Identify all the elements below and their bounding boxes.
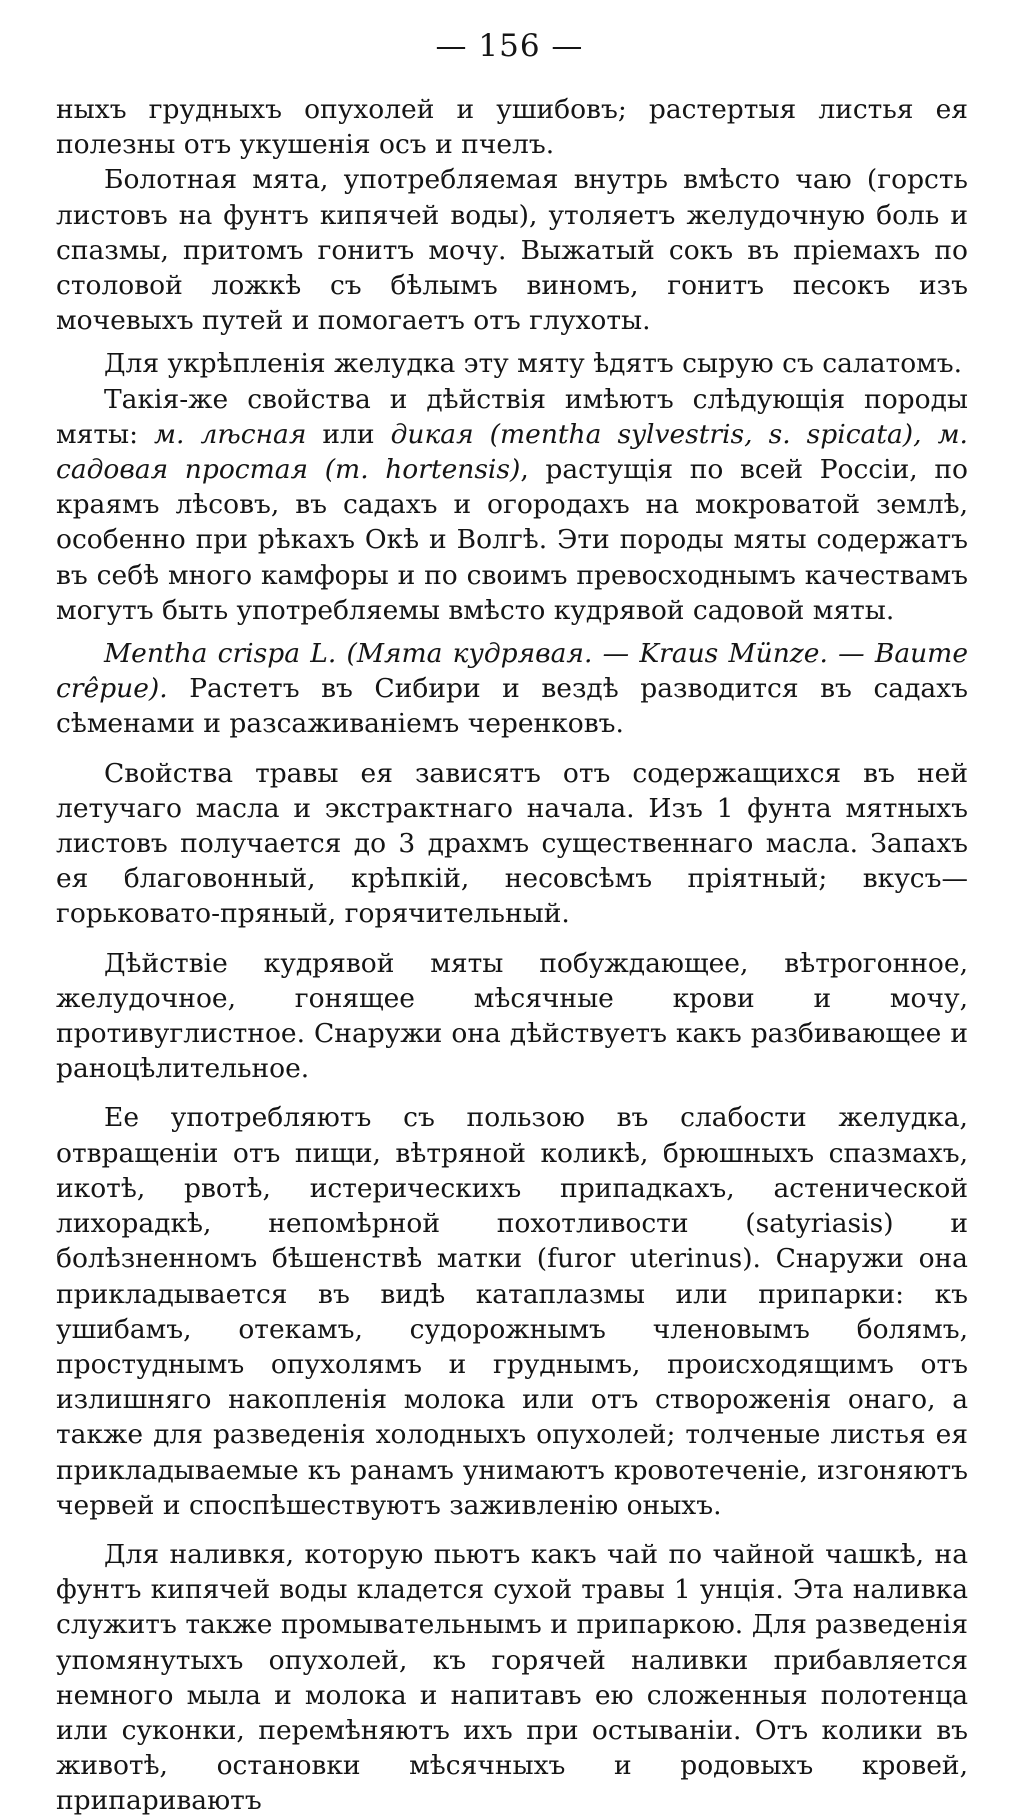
- mentha-crispa-text: Растетъ въ Сибири и вездѣ разводится въ садахъ сѣменами и разсаживаніемъ черенковъ.: [56, 673, 968, 740]
- body-text: [56, 92, 968, 1819]
- varieties-or: или: [306, 418, 391, 450]
- varieties-italic-latin: дикая (mentha sylvestris, s. spicata), м. садовая простая (m. hortensis): [56, 418, 968, 486]
- mentha-crispa-heading: Mentha crispa L. (Мята кудрявая. — Kraus Münze. — Baume crêpue).: [56, 638, 968, 705]
- paragraph-usage: Ее употребляютъ съ пользою въ слабости желудка, отвращеніи отъ пищи, вѣтряной коликѣ, брюшныхъ спазмахъ, икотѣ, рвотѣ, истерическихъ припадкахъ, астенической лихорадкѣ, непомѣрной похотливости (satyriasis) и болѣзненномъ бѣшенствѣ матки (furor uterinus). Снаружи она прикладывается въ видѣ катаплазмы или припарки: къ ушибамъ, отекамъ, судорожнымъ членовымъ болямъ, простуднымъ опухолямъ и груднымъ, происходящимъ отъ излишняго накопленія молока или отъ створоженія онаго, а также для разведенія холодныхъ опухолей; толченые листья ея прикладываемые къ ранамъ унимаютъ кровотеченіе, изгоняютъ червей и споспѣшествуютъ заживленію оныхъ.: [56, 1102, 968, 1521]
- paragraph-mentha-crispa: [56, 636, 968, 742]
- varieties-lead: Такія-же свойства и дѣйствія имѣютъ слѣдующія породы мяты:: [56, 383, 968, 450]
- varieties-rest: , растущія по всей Россіи, по краямъ лѣсовъ, въ садахъ и огородахъ на мокроватой землѣ, особенно при рѣкахъ Окѣ и Волгѣ. Эти породы мяты содержатъ въ себѣ много камфоры и по своимъ превосходнымъ качествамъ могутъ быть употребляемы вмѣсто кудрявой садовой мяты.: [56, 454, 968, 626]
- varieties-italic-forest: м. лѣсная: [154, 418, 307, 450]
- paragraph-infusion: Для наливкя, которую пьютъ какъ чай по чайной чашкѣ, на фунтъ кипячей воды кладется сухой травы 1 унція. Эта наливка служитъ также промывательнымъ и припаркою. Для разведенія упомянутыхъ опухолей, къ горячей наливки прибавляется немного мыла и молока и напитавъ ею сложенныя полотенца или суконки, перемѣняютъ ихъ при остываніи. Отъ колики въ животѣ, остановки мѣсячныхъ и родовыхъ кровей, припариваютъ: [56, 1538, 968, 1817]
- paragraph-action: Дѣйствіе кудрявой мяты побуждающее, вѣтрогонное, желудочное, гонящее мѣсячные крови и мочу, противуглистное. Снаружи она дѣйствуетъ какъ разбивающее и раноцѣлительное.: [56, 947, 968, 1085]
- paragraph-mint-varieties: [56, 382, 968, 628]
- paragraph-bolotnaya-myata: Болотная мята, употребляемая внутрь вмѣсто чаю (горсть листовъ на фунтъ кипячей воды), утоляетъ желудочную боль и спазмы, притомъ гонитъ мочу. Выжатый сокъ въ пріемахъ по столовой ложкѣ съ бѣлымъ виномъ, гонитъ песокъ изъ мочевыхъ путей и помогаетъ отъ глухоты.: [56, 164, 968, 337]
- page-number: — 156 —: [435, 28, 584, 64]
- paragraph-properties: Свойства травы ея зависятъ отъ содержащихся въ ней летучаго масла и экстрактнаго начала. Изъ 1 фунта мятныхъ листовъ получается до 3 драхмъ существеннаго масла. Запахъ ея благовонный, крѣпкій, несовсѣмъ пріятный; вкусъ—горьковато-пряный, горячительный.: [56, 757, 968, 930]
- paragraph-continuation: ныхъ грудныхъ опухолей и ушибовъ; растертыя листья ея полезны отъ укушенія осъ и пчелъ.: [56, 94, 968, 161]
- paragraph-stomach: Для укрѣпленія желудка эту мяту ѣдятъ сырую съ салатомъ.: [104, 348, 963, 380]
